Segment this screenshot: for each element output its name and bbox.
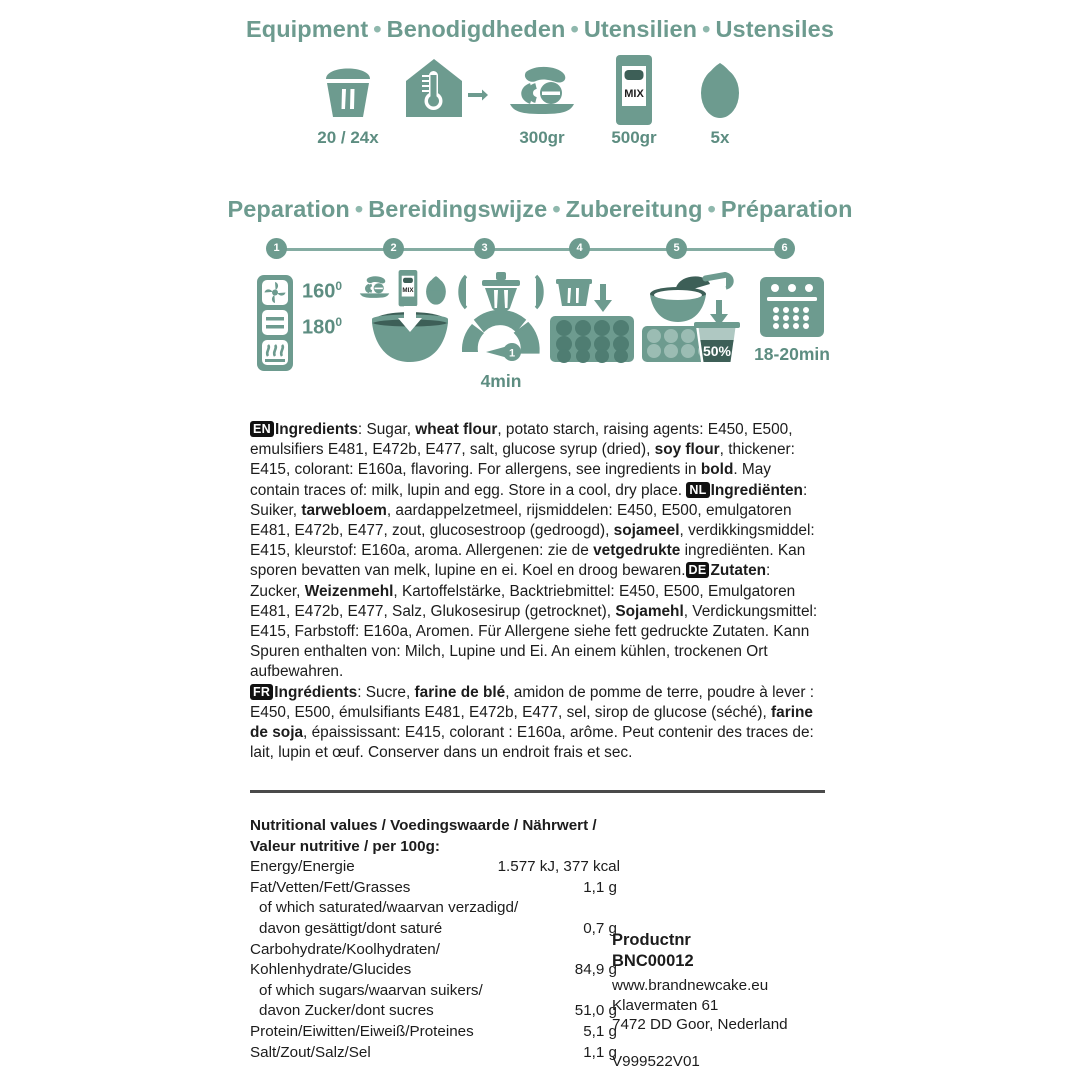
preparation-title-de: Zubereitung — [565, 196, 703, 222]
prep-step-6-caption: 18-20min — [754, 344, 830, 364]
language-tag-de: DE — [686, 562, 710, 578]
oven-bake-icon — [748, 276, 836, 338]
nutrition-row — [250, 960, 620, 981]
title-separator: • — [552, 196, 561, 222]
nutrition-table — [250, 816, 620, 1063]
oven-fan-temperature — [302, 280, 342, 302]
equipment-title-de: Utensilien — [583, 16, 698, 42]
nutrition-row — [250, 1001, 620, 1022]
step-node-6: 6 — [774, 238, 795, 259]
conventional-temp-unit: 0 — [335, 314, 343, 329]
prep-step-3-caption: 4min — [480, 371, 522, 391]
equipment-caption-muffin-cups: 20 / 24x — [317, 128, 379, 147]
fan-temp-value: 160 — [302, 280, 336, 303]
nutrition-row-value: 1,1 g — [583, 878, 617, 896]
nutrition-row-label: of which sugars/waarvan suikers/ — [259, 981, 483, 999]
title-separator: • — [707, 196, 716, 222]
svg-text:1: 1 — [508, 347, 516, 360]
muffin-cup-icon — [319, 55, 377, 125]
mixer-speed-timer-icon — [454, 270, 548, 367]
nutrition-row-label: Protein/Eiwitten/Eiweiß/Proteines — [250, 1022, 474, 1040]
product-version-code: V999522V01 — [612, 1052, 700, 1070]
nutrition-row-value: 1.577 kJ, 377 kcal — [497, 858, 620, 876]
ingredients-text-block — [250, 420, 822, 763]
ingredients-heading-fr: Ingrédients — [274, 683, 358, 701]
svg-text:MIX: MIX — [624, 88, 644, 100]
language-tag-en: EN — [250, 421, 274, 437]
fill-to-50-percent-icon — [640, 270, 744, 369]
preparation-title-nl: Bereidingswijze — [368, 196, 548, 222]
fill-muffin-tray-icon — [548, 276, 636, 369]
prep-step-3 — [454, 270, 548, 392]
oven-settings-icon — [256, 274, 294, 377]
mix-package-icon — [611, 55, 657, 125]
nutrition-row — [250, 857, 620, 878]
nutrition-row-label: Kohlenhydrate/Glucides — [250, 961, 412, 979]
equipment-icon-row — [300, 55, 780, 155]
prep-step-2 — [358, 270, 462, 375]
nutrition-row-value: 5,1 g — [583, 1022, 617, 1040]
ingredients-body-fr: : Sucre, farine de blé, amidon de pomme de terre, poudre à lever : E450, E500, émulsifiants E481, E472b, E477, sel, sirop de glucose (séché), farine de soja, épaississant: E415, colorant : E160a, arôme. Peut contenir des traces de: lait, lupin et œuf. Conserver dans un endroit frais et sec. — [250, 683, 815, 762]
nutrition-row — [250, 919, 620, 940]
step-node-3: 3 — [474, 238, 495, 259]
nutrition-row-label: Energy/Energie — [250, 858, 355, 876]
nutrition-row — [250, 1043, 620, 1064]
equipment-item-muffin-cups — [300, 55, 396, 148]
preparation-steps — [250, 262, 830, 397]
preparation-section-title — [0, 196, 1080, 223]
mixing-bowl-add-ingredients-icon — [358, 270, 462, 375]
productnr-label: Productnr — [612, 931, 691, 949]
step-node-5: 5 — [666, 238, 687, 259]
prep-step-4 — [548, 276, 636, 369]
prep-step-1 — [256, 274, 342, 377]
fan-temp-unit: 0 — [335, 279, 343, 293]
product-website: www.brandnewcake.eu — [612, 977, 769, 994]
timeline-rail — [278, 248, 784, 251]
oven-conventional-temperature — [302, 316, 342, 338]
svg-text:MIX: MIX — [402, 286, 414, 294]
title-separator: • — [570, 16, 579, 42]
product-address-line2: 7472 DD Goor, Nederland — [612, 1016, 788, 1033]
butter-dish-icon — [506, 55, 578, 125]
ingredients-heading-de: Zutaten — [710, 562, 767, 580]
preparation-title-en: Peparation — [227, 196, 350, 222]
prep-step-5 — [640, 270, 744, 369]
egg-icon — [697, 55, 743, 125]
product-address-line1: Klavermaten 61 — [612, 996, 719, 1014]
language-tag-fr: FR — [250, 684, 273, 700]
equipment-title-nl: Benodigdheden — [386, 16, 566, 42]
ingredients-body-nl: : Suiker, tarwebloem, aardappelzetmeel, rijsmiddelen: E450, E500, emulgatoren E481, E472b, E477, zout, glucosestroop (gedroogd), sojameel, verdikkingsmiddel: E415, kleurstof: E160a, aroma. Allergenen: zie de vetgedrukte ingrediënten. Kan sporen bevatten van melk, lupine en ei. Koel en droog bewaren. — [250, 481, 815, 580]
nutrition-row-label: of which saturated/waarvan verzadigd/ — [259, 899, 519, 917]
nutrition-heading-line2: Valeur nutritive / per 100g: — [250, 837, 440, 855]
title-separator: • — [354, 196, 364, 222]
step-node-4: 4 — [569, 238, 590, 259]
nutrition-row-label: davon gesättigt/dont saturé — [259, 919, 443, 937]
equipment-item-mix-package — [588, 55, 680, 148]
equipment-item-preheat-oven — [396, 55, 496, 128]
nutrition-row-label: Carbohydrate/Koolhydraten/ — [250, 940, 440, 958]
nutrition-row-label: davon Zucker/dont sucres — [259, 1002, 434, 1020]
nutrition-heading-line1: Nutritional values / Voedingswaarde / Nährwert / — [250, 817, 597, 834]
equipment-section-title — [0, 16, 1080, 43]
nutrition-row — [250, 878, 620, 899]
ingredients-heading-en: Ingredients — [274, 421, 358, 438]
ingredients-heading-nl: Ingrediënten — [710, 481, 803, 499]
nutrition-rows — [250, 857, 620, 1063]
equipment-caption-mix-package: 500gr — [611, 128, 657, 147]
preparation-step-timeline — [266, 238, 796, 260]
equipment-caption-butter: 300gr — [519, 128, 565, 147]
equipment-caption-eggs: 5x — [710, 128, 730, 147]
language-tag-nl: NL — [686, 482, 709, 498]
ingredients-body-en: : Sugar, wheat flour, potato starch, raising agents: E450, E500, emulsifiers E481, E472b, E477, salt, glucose syrup (dried), soy flour, thickener: E415, colorant: E160a, flavoring. For allergens, see ingredients in bold. May contain traces of: milk, lupin and egg. Store in a cool, dry place. — [250, 421, 795, 499]
ingredients-body-de: : Zucker, Weizenmehl, Kartoffelstärke, Backtriebmittel: E450, E500, Emulgatoren E481, E472b, E477, Salz, Glukosesirup (getrocknet), Sojamehl, Verdickungsmittel: E415, Farbstoff: E160a, Aromen. Für Allergene siehe fett gedruckte Zutaten. Kann Spuren enthalten von: Milch, Lupine und Ei. An einem kühlen, trockenen Ort aufbewahren. — [250, 562, 818, 681]
product-info-block — [612, 930, 862, 1071]
nutrition-row-value: 1,1 g — [583, 1043, 617, 1061]
section-divider — [250, 790, 825, 793]
equipment-title-en: Equipment — [245, 16, 369, 42]
title-separator: • — [702, 16, 711, 42]
preparation-title-fr: Préparation — [720, 196, 853, 222]
prep-step-6 — [748, 276, 836, 365]
equipment-item-eggs — [680, 55, 760, 148]
nutrition-row — [250, 898, 620, 919]
nutrition-row — [250, 940, 620, 961]
nutrition-row-value: 0,7 g — [583, 919, 617, 937]
step-node-2: 2 — [383, 238, 404, 259]
step-node-1: 1 — [266, 238, 287, 259]
nutrition-row-label: Salt/Zout/Salz/Sel — [250, 1043, 371, 1061]
conventional-temp-value: 180 — [302, 316, 336, 339]
nutrition-row-label: Fat/Vetten/Fett/Grasses — [250, 878, 411, 896]
equipment-title-fr: Ustensiles — [715, 16, 835, 42]
nutrition-row-value: 84,9 g — [574, 961, 617, 979]
nutrition-row — [250, 1022, 620, 1043]
productnr-value: BNC00012 — [612, 952, 694, 970]
nutrition-row-value: 51,0 g — [574, 1002, 617, 1020]
nutrition-row — [250, 981, 620, 1002]
title-separator: • — [373, 16, 382, 42]
fill-level-label: 50% — [702, 343, 732, 359]
oven-thermometer-icon — [404, 55, 488, 125]
equipment-item-butter — [496, 55, 588, 148]
